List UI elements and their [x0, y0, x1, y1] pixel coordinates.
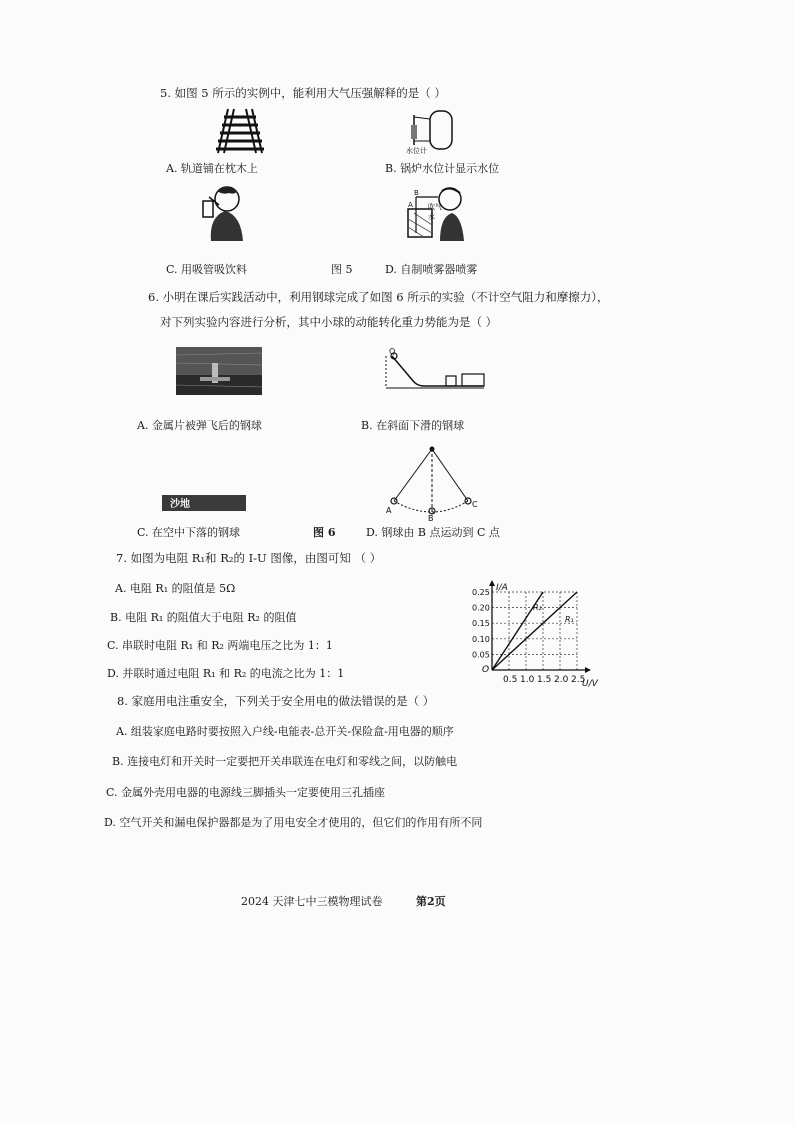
q5-stem: 5. 如图 5 所示的实例中，能利用大气压强解释的是（ ）	[160, 86, 446, 100]
q5-option-a: A. 轨道铺在枕木上	[166, 162, 258, 175]
pendulum-label-a: A	[386, 506, 392, 515]
x-tick-label: 1.0	[520, 675, 535, 685]
y-axis-arrow	[489, 580, 495, 586]
pendulum-label-c: C	[472, 500, 478, 509]
q8-option-c: C. 金属外壳用电器的电源线三脚插头一定要使用三孔插座	[106, 786, 386, 799]
footer-exam-title: 2024 天津七中三模物理试卷	[241, 895, 383, 908]
q8-option-b: B. 连接电灯和开关时一定要把开关串联连在电灯和零线之间，以防触电	[112, 755, 458, 768]
q5-option-b: B. 锅炉水位计显示水位	[385, 162, 500, 175]
x-tick-label: 2.5	[571, 675, 586, 685]
boy-drinking-straw-figure	[195, 183, 250, 243]
series-label: R₁	[565, 615, 574, 624]
sand-ground-figure	[162, 495, 246, 511]
q6-option-a: A. 金属片被弹飞后的钢球	[137, 419, 262, 432]
x-axis-arrow	[585, 667, 591, 673]
q6-figure-caption: 图 6	[313, 526, 336, 539]
footer-page-number: 第2页	[416, 895, 446, 908]
metal-sheet-photo	[176, 347, 262, 395]
y-tick-label: 0.15	[472, 619, 490, 629]
boiler-gauge-label: 水位计	[406, 147, 427, 155]
sprayer-label-a: A	[408, 201, 413, 209]
sprayer-label-blow: 吹气	[428, 203, 442, 211]
x-tick-label: 2.0	[554, 675, 569, 685]
series-label: R₂	[533, 603, 542, 612]
incline-figure	[380, 348, 490, 393]
pendulum-figure	[362, 443, 492, 521]
sprayer-label-b: B	[414, 189, 419, 197]
q7-option-d: D. 并联时通过电阻 R₁ 和 R₂ 的电流之比为 1：1	[107, 667, 345, 680]
q7-option-a: A. 电阻 R₁ 的阻值是 5Ω	[115, 582, 236, 595]
y-tick-label: 0.25	[472, 588, 490, 597]
q6-option-b: B. 在斜面下滑的钢球	[361, 419, 465, 432]
x-tick-label: 1.5	[537, 675, 552, 685]
y-tick-label: 0.05	[472, 650, 490, 660]
q6-stem-line1: 6. 小明在课后实践活动中，利用钢球完成了如图 6 所示的实验（不计空气阻力和摩擦力），	[148, 290, 609, 304]
q7-option-c: C. 串联时电阻 R₁ 和 R₂ 两端电压之比为 1：1	[107, 639, 333, 652]
page-footer	[241, 893, 446, 909]
q7-stem: 7. 如图为电阻 R₁和 R₂的 I-U 图像，由图可知 （ ）	[116, 551, 382, 565]
pendulum-label-b: B	[428, 514, 434, 523]
iu-graph	[472, 580, 598, 689]
railway-track-figure	[210, 107, 270, 155]
x-tick-label: 0.5	[503, 675, 518, 685]
sand-ground-label: 沙地	[170, 499, 190, 510]
q6-stem-line2: 对下列实验内容进行分析，其中小球的动能转化重力势能为是（ ）	[160, 315, 498, 329]
q8-option-a: A. 组装家庭电路时要按照入户线-电能表-总开关-保险盒-用电器的顺序	[116, 725, 454, 738]
origin-label: O	[482, 665, 490, 675]
x-axis-label: U/V	[582, 679, 598, 689]
y-axis-label: I/A	[496, 583, 508, 593]
q8-stem: 8. 家庭用电注重安全，下列关于安全用电的做法错误的是（ ）	[117, 694, 435, 708]
boiler-gauge-figure	[402, 105, 462, 155]
incline-label-q: Q	[389, 347, 396, 356]
y-tick-label: 0.20	[472, 603, 490, 613]
q7-option-b: B. 电阻 R₁ 的阻值大于电阻 R₂ 的阻值	[110, 611, 297, 624]
sprayer-label-water: 水	[428, 213, 435, 221]
q8-option-d: D. 空气开关和漏电保护器都是为了用电安全才使用的，但它们的作用有所不同	[104, 816, 483, 829]
q5-option-c: C. 用吸管吸饮料	[166, 263, 248, 276]
y-tick-label: 0.10	[472, 634, 490, 644]
q5-figure-caption: 图 5	[331, 263, 353, 276]
q5-option-d: D. 自制喷雾器喷雾	[385, 263, 478, 276]
q6-option-c: C. 在空中下落的钢球	[137, 526, 241, 539]
q6-option-d: D. 钢球由 B 点运动到 C 点	[366, 526, 500, 539]
iu-graph-svg	[472, 580, 598, 689]
sprayer-figure	[402, 183, 466, 243]
